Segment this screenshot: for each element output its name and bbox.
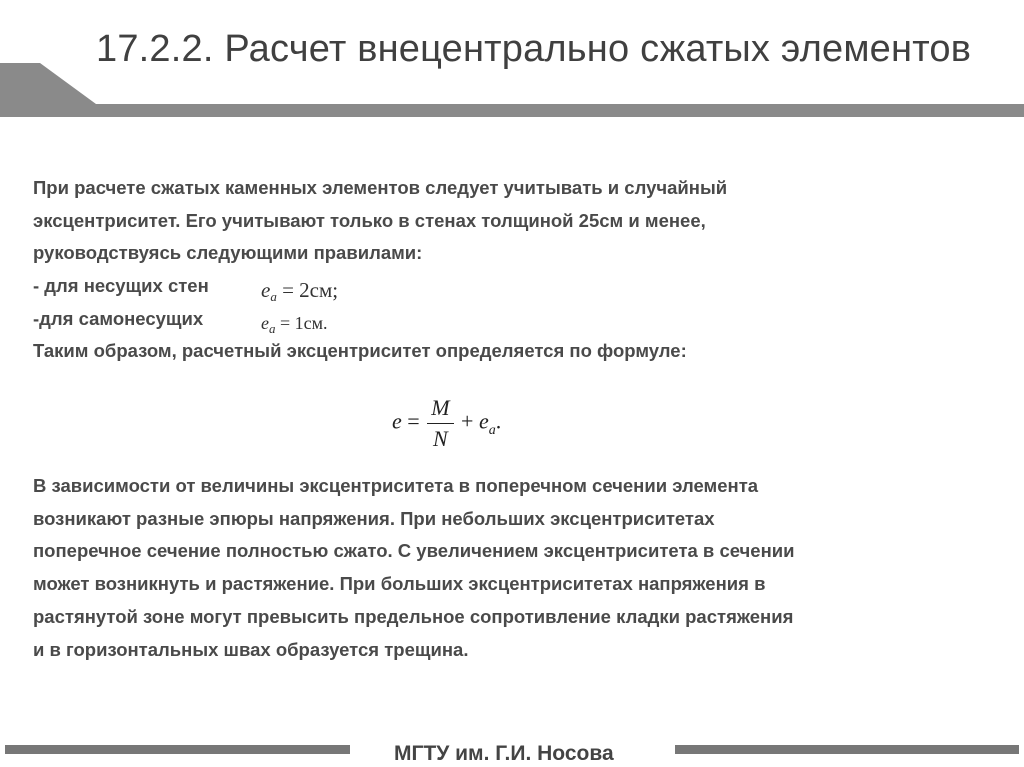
intro-block — [33, 172, 993, 368]
footer-bar-right — [675, 745, 1019, 754]
footer-text: МГТУ им. Г.И. Носова — [394, 742, 614, 765]
rule-label: - для несущих стен — [33, 275, 209, 297]
fraction — [427, 395, 453, 452]
formula-term: e — [478, 408, 489, 434]
intro-line: При расчете сжатых каменных элементов следует учитывать и случайный — [33, 177, 728, 198]
formula-var: e — [261, 312, 269, 333]
rule-self-supporting — [33, 303, 993, 336]
formula-eq: = — [401, 408, 426, 434]
formula-plus: + — [455, 408, 479, 434]
body-line: может возникнуть и растяжение. При больших эксцентриситетах напряжения в — [33, 573, 766, 595]
slide-title: 17.2.2. Расчет внецентрально сжатых элементов — [96, 28, 972, 70]
intro-line: эксцентриситет. Его учитывают только в стенах толщиной 25см и менее, — [33, 209, 706, 231]
fraction-denominator: N — [433, 426, 448, 451]
rule-formula — [261, 307, 328, 346]
formula-expr: = 1см. — [275, 312, 328, 333]
body-paragraph — [33, 470, 1003, 666]
rule-bearing-walls — [33, 270, 993, 303]
formula-sub: a — [269, 320, 276, 336]
body-line: В зависимости от величины эксцентриситета в поперечном сечении элемента — [33, 475, 759, 496]
formula-lhs: e — [392, 408, 402, 434]
formula-term-sub: a — [488, 422, 496, 438]
body-block — [33, 470, 1003, 666]
formula-var: e — [261, 278, 271, 303]
formula-expr: = 2см; — [276, 278, 339, 303]
eccentricity-formula — [392, 395, 501, 452]
fraction-numerator: M — [427, 395, 453, 424]
body-line: и в горизонтальных швах образуется трещина. — [33, 638, 469, 660]
formula-sub: a — [270, 289, 277, 305]
body-line: возникают разные эпюры напряжения. При небольших эксцентриситетах — [33, 507, 715, 529]
formula-intro: Таким образом, расчетный эксцентриситет определяется по формуле: — [33, 340, 687, 362]
intro-line: руководствуясь следующими правилами: — [33, 242, 423, 264]
header-band — [0, 60, 1024, 120]
body-line: растянутой зоне могут превысить предельное сопротивление кладки растяжения — [33, 605, 794, 627]
rule-label: -для самонесущих — [33, 307, 204, 329]
formula-end: . — [495, 408, 502, 434]
body-line: поперечное сечение полностью сжато. С увеличением эксцентриситета в сечении — [33, 540, 795, 562]
intro-paragraph — [33, 172, 993, 368]
footer-bar-left — [5, 745, 350, 754]
